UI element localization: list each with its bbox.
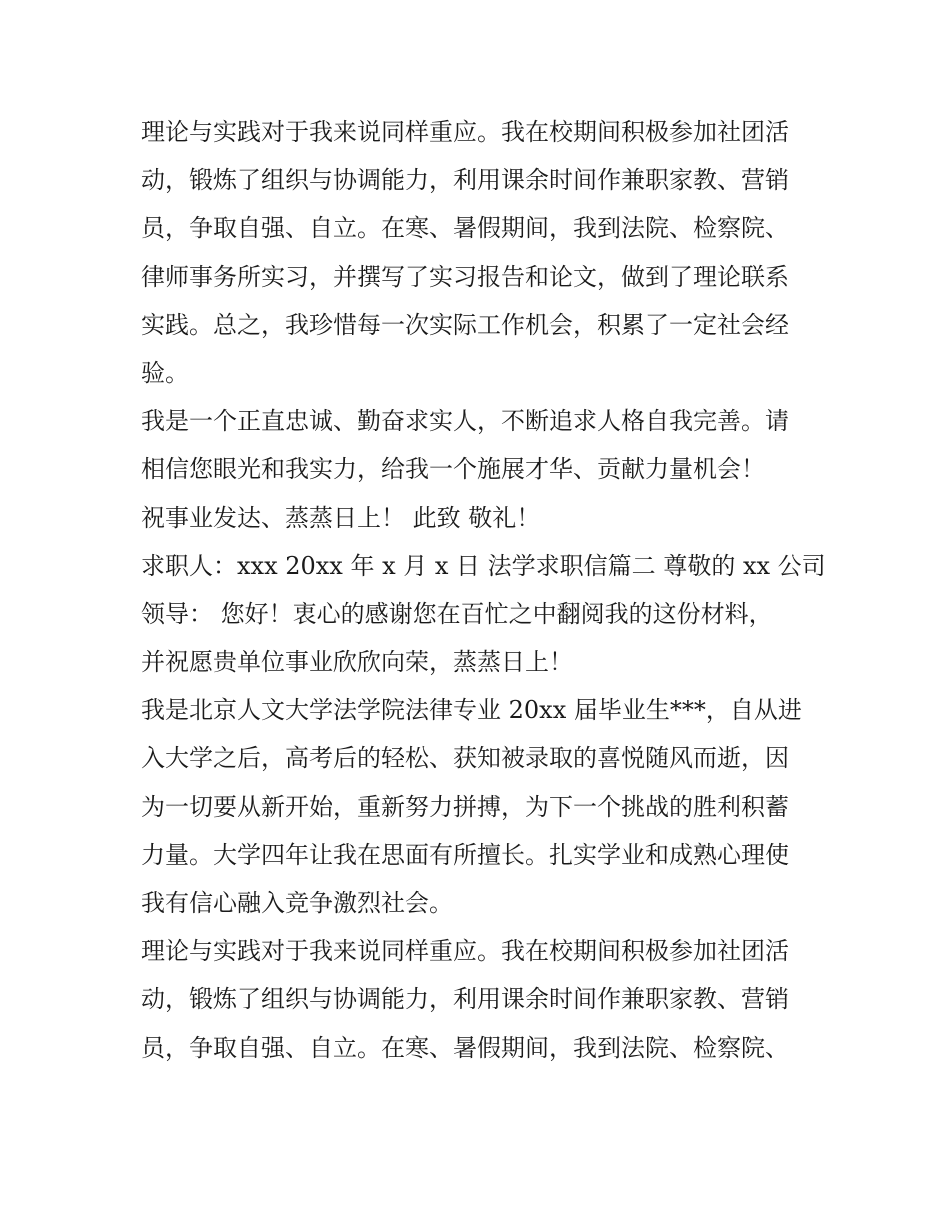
text-line: 我有信心融入竞争激烈社会。 — [141, 889, 453, 917]
text-line: 我是北京人文大学法学院法律专业 20xx 届毕业生***，自从进 — [141, 696, 802, 725]
text-line: 理论与实践对于我来说同样重应。我在校期间积极参加社团活 — [141, 118, 789, 146]
text-line: 相信您眼光和我实力，给我一个施展才华、贡献力量机会！ — [141, 455, 765, 484]
text-line: 验。 — [141, 358, 189, 387]
text-line: 动，锻炼了组织与协调能力，利用课余时间作兼职家教、营销 — [141, 985, 789, 1014]
text-line: 理论与实践对于我来说同样重应。我在校期间积极参加社团活 — [141, 937, 789, 966]
text-line: 并祝愿贵单位事业欣欣向荣，蒸蒸日上！ — [141, 648, 573, 677]
text-line: 求职人：xxx 20xx 年 x 月 x 日 法学求职信篇二 尊敬的 xx 公司 — [141, 551, 826, 580]
text-line: 为一切要从新开始，重新努力拼搏，为下一个挑战的胜利积蓄 — [141, 792, 789, 821]
text-line: 我是一个正直忠诚、勤奋求实人，不断追求人格自我完善。请 — [141, 407, 789, 436]
text-line: 入大学之后，高考后的轻松、获知被录取的喜悦随风而逝，因 — [141, 744, 789, 773]
text-line: 领导： 您好！衷心的感谢您在百忙之中翻阅我的这份材料， — [141, 599, 773, 628]
text-line: 祝事业发达、蒸蒸日上！ 此致 敬礼！ — [141, 503, 541, 532]
text-line: 实践。总之，我珍惜每一次实际工作机会，积累了一定社会经 — [141, 310, 789, 339]
text-line: 力量。大学四年让我在思面有所擅长。扎实学业和成熟心理使 — [141, 840, 789, 869]
text-line: 律师事务所实习，并撰写了实习报告和论文，做到了理论联系 — [141, 262, 789, 291]
document-body — [141, 108, 826, 1072]
text-line: 动，锻炼了组织与协调能力，利用课余时间作兼职家教、营销 — [141, 166, 789, 195]
text-line: 员，争取自强、自立。在寒、暑假期间，我到法院、检察院、 — [141, 1033, 789, 1062]
text-line: 员，争取自强、自立。在寒、暑假期间，我到法院、检察院、 — [141, 214, 789, 243]
